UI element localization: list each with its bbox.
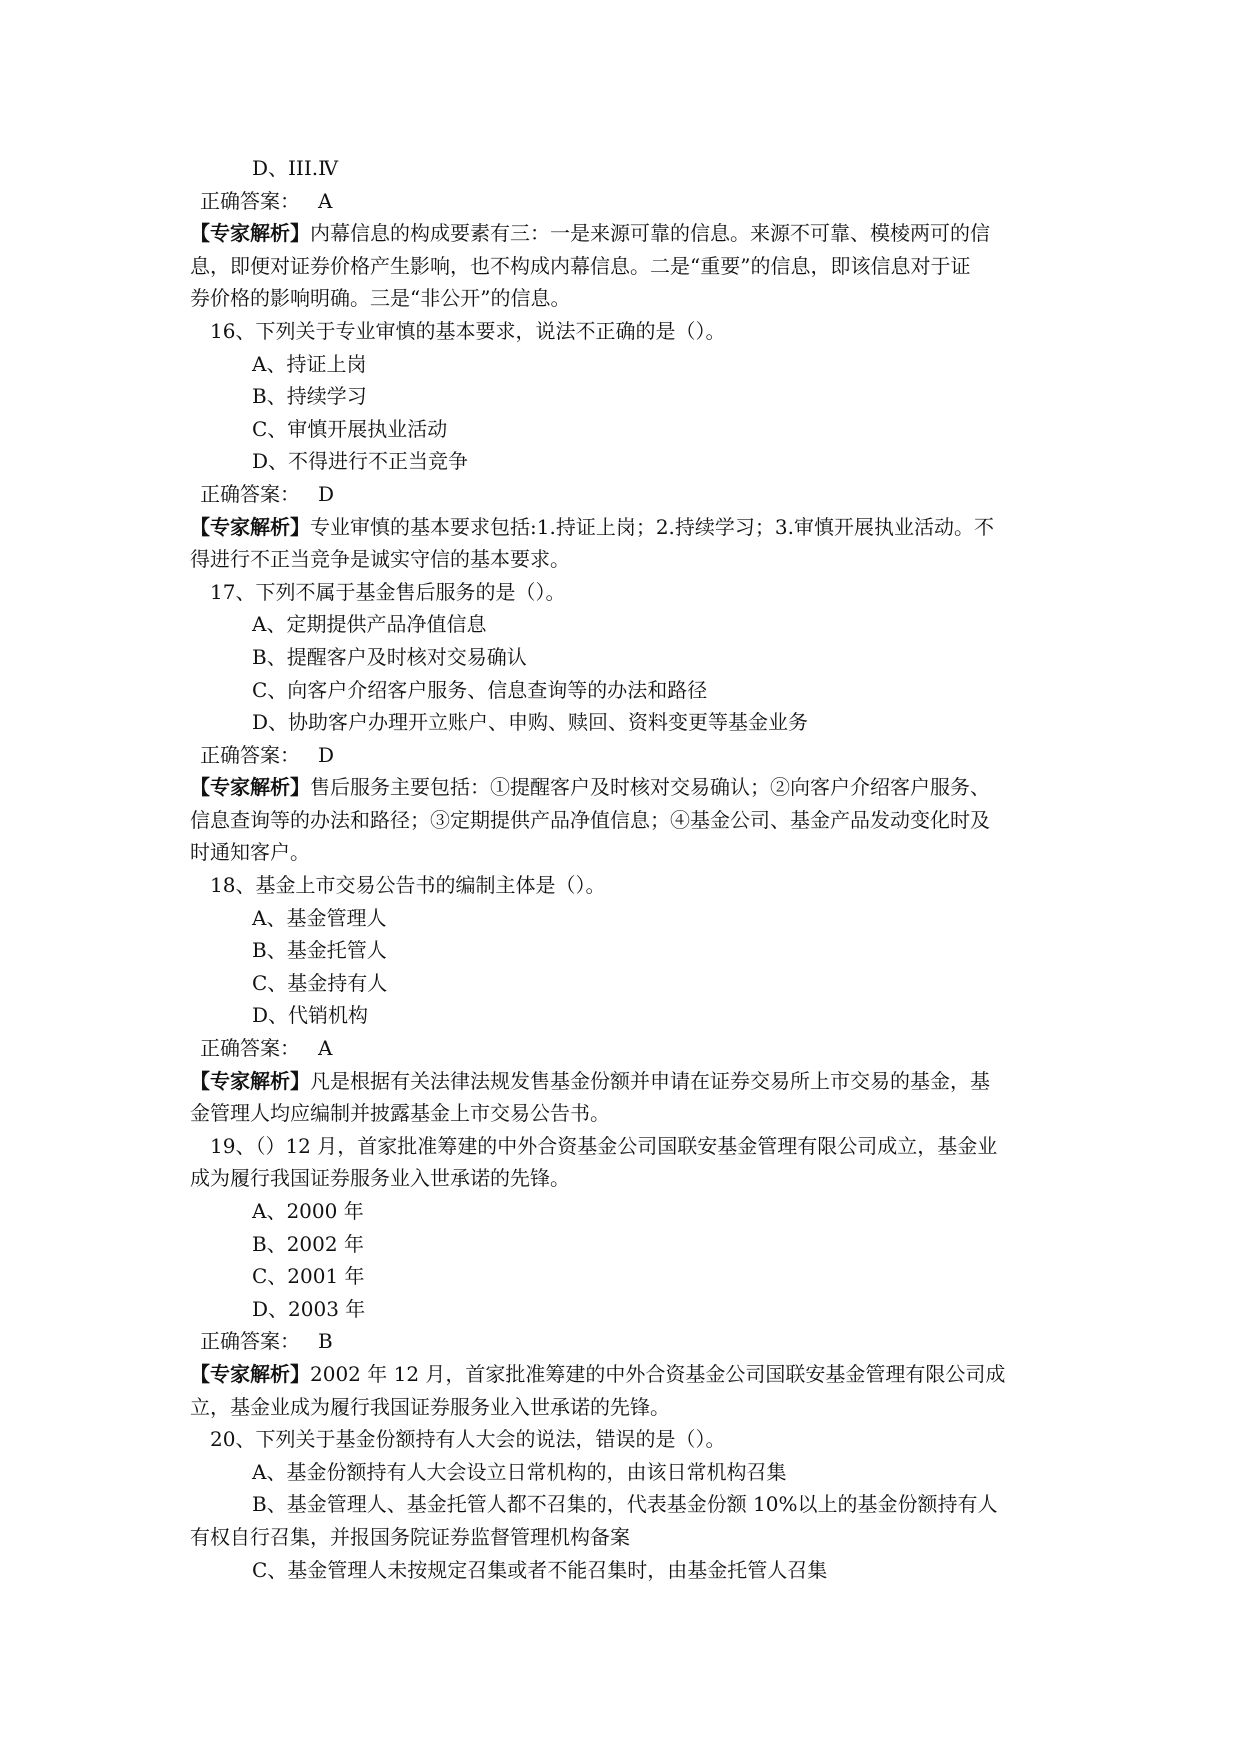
answer-label: 正确答案： <box>200 1329 300 1354</box>
analysis-line <box>190 804 1062 837</box>
analysis-text: 内幕信息的构成要素有三：一是来源可靠的信息。来源不可靠、模棱两可的信 <box>310 221 990 246</box>
analysis-text: 立，基金业成为履行我国证券服务业入世承诺的先锋。 <box>190 1394 670 1419</box>
analysis-line <box>190 1391 1062 1424</box>
answer-line <box>190 478 1062 511</box>
option-line: 有权自行召集，并报国务院证券监督管理机构备案 <box>190 1524 630 1549</box>
option-line: D、代销机构 <box>252 1003 369 1028</box>
question-line: 17、下列不属于基金售后服务的是（）。 <box>210 579 566 604</box>
answer-value: B <box>318 1329 333 1354</box>
option-line: B、2002 年 <box>252 1231 364 1256</box>
option-line: D、2003 年 <box>252 1296 366 1321</box>
analysis-text: 凡是根据有关法律法规发售基金份额并申请在证券交易所上市交易的基金，基 <box>310 1068 990 1093</box>
question-line: 18、基金上市交易公告书的编制主体是（）。 <box>210 873 606 898</box>
analysis-text: 金管理人均应编制并披露基金上市交易公告书。 <box>190 1101 610 1126</box>
analysis-line <box>190 771 1062 804</box>
analysis-line <box>190 836 1062 869</box>
option-line: B、提醒客户及时核对交易确认 <box>252 644 527 669</box>
analysis-text: 券价格的影响明确。三是“非公开”的信息。 <box>190 286 571 311</box>
document-page <box>190 152 1062 1586</box>
analysis-line <box>190 250 1062 283</box>
analysis-tag: 【专家解析】 <box>190 1068 310 1093</box>
analysis-text: 专业审慎的基本要求包括:1.持证上岗；2.持续学习；3.审慎开展执业活动。不 <box>310 514 994 539</box>
analysis-tag: 【专家解析】 <box>190 775 310 800</box>
answer-value: A <box>318 188 333 213</box>
option-line: B、基金管理人、基金托管人都不召集的，代表基金份额 10%以上的基金份额持有人 <box>252 1492 998 1517</box>
option-line: A、持证上岗 <box>252 351 367 376</box>
option-line: A、2000 年 <box>252 1199 364 1223</box>
analysis-line <box>190 1097 1062 1130</box>
option-line: A、基金份额持有人大会设立日常机构的，由该日常机构召集 <box>252 1459 787 1484</box>
option-line: B、持续学习 <box>252 384 367 409</box>
option-line: A、定期提供产品净值信息 <box>252 612 487 637</box>
analysis-text: 得进行不正当竞争是诚实守信的基本要求。 <box>190 547 570 572</box>
option-line: C、2001 年 <box>252 1264 365 1289</box>
question-line: 16、下列关于专业审慎的基本要求，说法不正确的是（）。 <box>210 318 726 343</box>
analysis-line <box>190 511 1062 544</box>
question-line: 成为履行我国证券服务业入世承诺的先锋。 <box>190 1166 570 1191</box>
analysis-tag: 【专家解析】 <box>190 1361 310 1386</box>
question-line: 20、下列关于基金份额持有人大会的说法，错误的是（）。 <box>210 1427 726 1452</box>
analysis-line <box>190 1358 1062 1391</box>
answer-line <box>190 185 1062 218</box>
option-line: B、基金托管人 <box>252 938 387 963</box>
option-line: A、基金管理人 <box>252 905 387 930</box>
analysis-text: 时通知客户。 <box>190 840 310 865</box>
analysis-tag: 【专家解析】 <box>190 514 310 539</box>
answer-value: D <box>318 742 335 767</box>
answer-line <box>190 1325 1062 1358</box>
analysis-text: 信息查询等的办法和路径；③定期提供产品净值信息；④基金公司、基金产品发动变化时及 <box>190 807 990 832</box>
answer-label: 正确答案： <box>200 188 300 213</box>
option-line: C、基金管理人未按规定召集或者不能召集时，由基金托管人召集 <box>252 1557 828 1582</box>
analysis-line <box>190 1065 1062 1098</box>
option-line: C、审慎开展执业活动 <box>252 416 448 441</box>
answer-line <box>190 739 1062 772</box>
answer-label: 正确答案： <box>200 742 300 767</box>
question-line: 19、（）12 月，首家批准筹建的中外合资基金公司国联安基金管理有限公司成立，基金业 <box>210 1133 998 1158</box>
analysis-line <box>190 282 1062 315</box>
answer-label: 正确答案： <box>200 481 300 506</box>
answer-value: D <box>318 481 335 506</box>
analysis-line <box>190 543 1062 576</box>
option-line: C、向客户介绍客户服务、信息查询等的办法和路径 <box>252 677 708 702</box>
analysis-text: 售后服务主要包括：①提醒客户及时核对交易确认；②向客户介绍客户服务、 <box>310 775 990 800</box>
option-line: D、不得进行不正当竞争 <box>252 449 469 474</box>
analysis-tag: 【专家解析】 <box>190 221 310 246</box>
answer-line <box>190 1032 1062 1065</box>
analysis-line <box>190 217 1062 250</box>
option-line: D、III.Ⅳ <box>252 156 339 180</box>
answer-value: A <box>318 1036 333 1061</box>
option-line: C、基金持有人 <box>252 970 388 995</box>
option-line: D、协助客户办理开立账户、申购、赎回、资料变更等基金业务 <box>252 710 809 735</box>
analysis-text: 息，即便对证券价格产生影响，也不构成内幕信息。二是“重要”的信息，即该信息对于证 <box>190 253 971 278</box>
analysis-text: 2002 年 12 月，首家批准筹建的中外合资基金公司国联安基金管理有限公司成 <box>310 1361 1006 1386</box>
answer-label: 正确答案： <box>200 1036 300 1061</box>
